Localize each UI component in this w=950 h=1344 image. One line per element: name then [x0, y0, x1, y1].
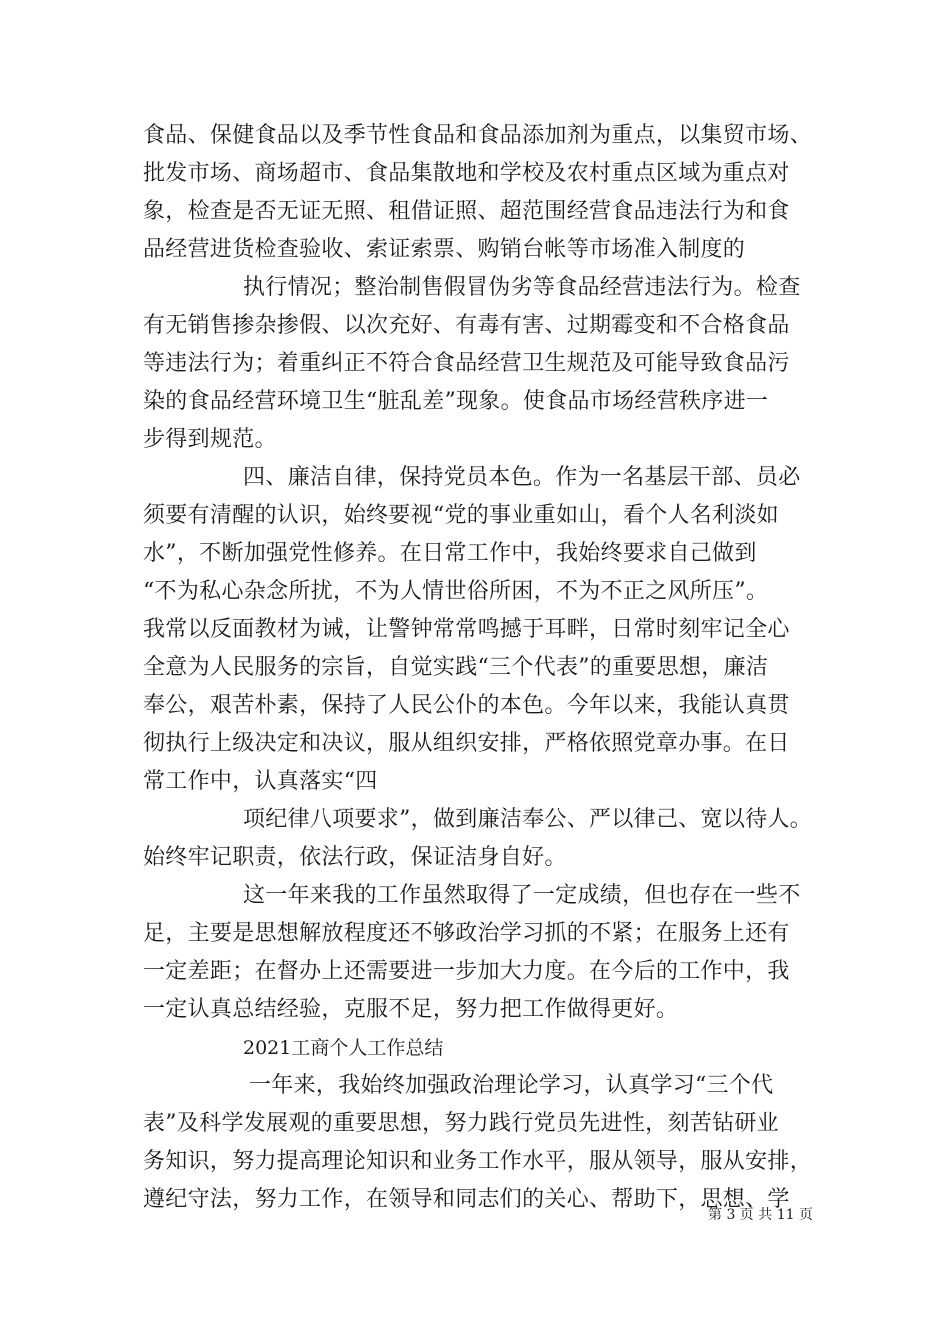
- text-line: 务知识，努力提高理论知识和业务工作水平，服从领导，服从安排，: [143, 1149, 813, 1174]
- text-line: 始终牢记职责，依法行政，保证洁身自好。: [143, 845, 567, 870]
- text-line: 食品、保健食品以及季节性食品和食品添加剂为重点，以集贸市场、: [143, 123, 813, 148]
- text-line: 批发市场、商场超市、食品集散地和学校及农村重点区域为重点对: [143, 161, 790, 186]
- text-line: 四、廉洁自律，保持党员本色。作为一名基层干部、员必: [243, 465, 801, 490]
- text-line: 一年来，我始终加强政治理论学习，认真学习“三个代: [249, 1073, 774, 1098]
- text-line: 品经营进货检查验收、索证索票、购销台帐等市场准入制度的: [143, 237, 746, 262]
- text-line: 象，检查是否无证无照、租借证照、超范围经营食品违法行为和食: [143, 199, 790, 224]
- text-line: 我常以反面教材为诫，让警钟常常鸣撼于耳畔，日常时刻牢记全心: [143, 617, 790, 642]
- text-line: 表”及科学发展观的重要思想，努力践行党员先进性，刻苦钻研业: [143, 1111, 779, 1136]
- text-line: “不为私心杂念所扰，不为人情世俗所困，不为不正之风所压”。: [143, 579, 769, 604]
- page-number: 第 3 页 共 11 页: [708, 1207, 813, 1223]
- text-line: 彻执行上级决定和决议，服从组织安排，严格依照党章办事。在日: [143, 731, 790, 756]
- text-line: 须要有清醒的认识，始终要视“党的事业重如山，看个人名利淡如: [143, 503, 779, 528]
- text-line: 等违法行为；着重纠正不符合食品经营卫生规范及可能导致食品污: [143, 351, 790, 376]
- text-line: 全意为人民服务的宗旨，自觉实践“三个代表”的重要思想，廉洁: [143, 655, 769, 680]
- text-line: 染的食品经营环境卫生“脏乱差”现象。使食品市场经营秩序进一: [143, 389, 769, 414]
- text-line: 足，主要是思想解放程度还不够政治学习抓的不紧；在服务上还有: [143, 921, 790, 946]
- text-line: 常工作中，认真落实“四: [143, 769, 378, 794]
- text-line: 一定差距；在督办上还需要进一步加大力度。在今后的工作中，我: [143, 959, 790, 984]
- text-line: 奉公，艰苦朴素，保持了人民公仆的本色。今年以来，我能认真贯: [143, 693, 790, 718]
- text-line: 执行情况；整治制售假冒伪劣等食品经营违法行为。检查: [243, 275, 801, 300]
- text-line: 有无销售掺杂掺假、以次充好、有毒有害、过期霉变和不合格食品: [143, 313, 790, 338]
- text-line: 步得到规范。: [143, 427, 277, 452]
- text-line: 项纪律八项要求”，做到廉洁奉公、严以律己、宽以待人。: [243, 807, 813, 832]
- section-title: 2021工商个人工作总结: [243, 1037, 444, 1059]
- text-line: 这一年来我的工作虽然取得了一定成绩，但也存在一些不: [243, 883, 801, 908]
- text-line: 一定认真总结经验，克服不足，努力把工作做得更好。: [143, 997, 679, 1022]
- text-line: 水”，不断加强党性修养。在日常工作中，我始终要求自己做到: [143, 541, 757, 566]
- text-line: 遵纪守法，努力工作，在领导和同志们的关心、帮助下，思想、学: [143, 1187, 790, 1212]
